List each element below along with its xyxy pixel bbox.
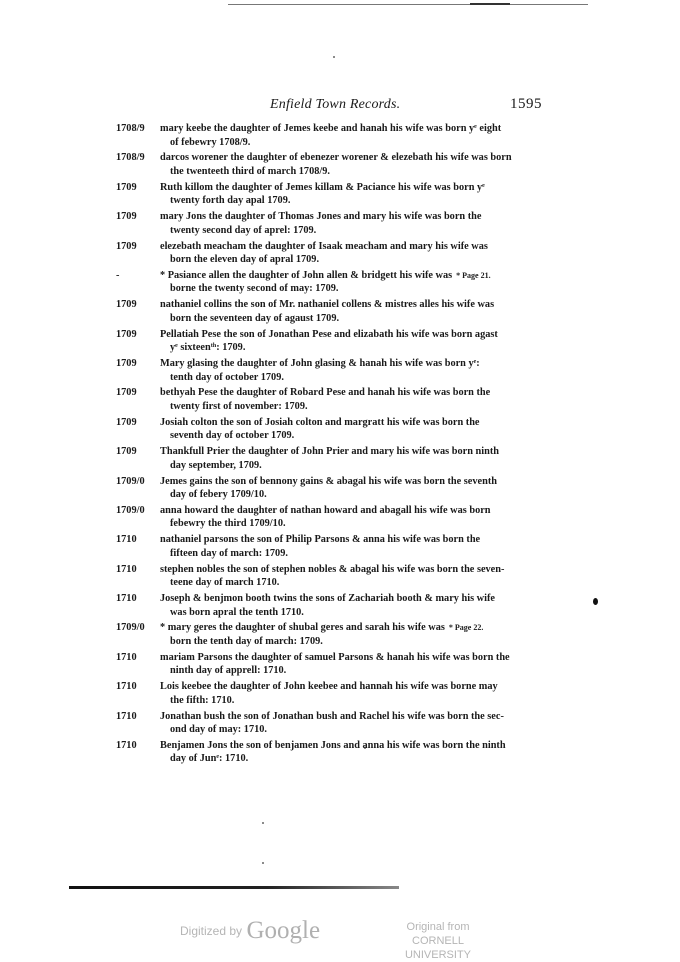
original-from-watermark: [378, 920, 498, 962]
record-entry: [116, 269, 542, 296]
record-year: 1709: [116, 211, 137, 223]
record-year: 1709: [116, 181, 137, 193]
scan-edge-mark: [470, 3, 510, 7]
record-line: darcos worener the daughter of ebenezer worener & elezebath his wife was born: [160, 152, 512, 164]
record-text: [116, 445, 542, 472]
record-line-continued: day of febery 1709/10.: [170, 489, 267, 501]
record-text: [116, 651, 542, 678]
record-year: 1710: [116, 681, 137, 693]
record-line-continued: twenty first of november: 1709.: [170, 400, 308, 412]
record-line: nathaniel collins the son of Mr. nathaniel collens & mistres alles his wife was: [160, 299, 495, 311]
record-text: [116, 240, 542, 267]
record-line-continued: teene day of march 1710.: [170, 577, 280, 589]
record-line: nathaniel parsons the son of Philip Parsons & anna his wife was born the: [160, 534, 481, 546]
record-year: 1710: [116, 534, 137, 546]
record-line: Lois keebee the daughter of John keebee and hannah his wife was borne may: [160, 681, 498, 693]
record-entry: [116, 680, 542, 707]
record-line-continued: twenty second day of aprel: 1709.: [170, 224, 317, 236]
record-line: Pellatiah Pese the son of Jonathan Pese and elizabath his wife was born agast: [160, 328, 498, 340]
record-line: bethyah Pese the daughter of Robard Pese and hanah his wife was born the: [160, 387, 491, 399]
record-line-continued: was born apral the tenth 1710.: [170, 606, 304, 618]
record-text: [116, 621, 542, 648]
record-year: 1709: [116, 387, 137, 399]
record-year: 1710: [116, 563, 137, 575]
record-line-continued: ninth day of apprell: 1710.: [170, 665, 287, 677]
record-year: 1709: [116, 358, 137, 369]
record-line-continued: born the tenth day of march: 1709.: [170, 635, 323, 647]
record-text: [116, 328, 542, 355]
original-from-label: Original from: [406, 921, 470, 933]
record-year: 1710: [116, 710, 137, 722]
page-number: 1595: [510, 96, 542, 112]
birth-records-list: [116, 122, 542, 768]
record-entry: [116, 504, 542, 531]
record-text: [116, 122, 542, 149]
record-entry: [116, 592, 542, 619]
record-year: 1709/0: [116, 622, 145, 634]
record-line-continued: born the seventeen day of agaust 1709.: [170, 312, 340, 324]
record-entry: [116, 181, 542, 208]
record-entry: [116, 328, 542, 355]
google-logo: Google: [246, 917, 321, 944]
record-text: [116, 151, 542, 178]
page-reference-note: * Page 21.: [456, 270, 491, 280]
record-text: [116, 416, 542, 443]
record-line: mary keebe the daughter of Jemes keebe and hanah his wife was born yᵉ eight: [160, 123, 502, 134]
record-line: Jemes gains the son of bennony gains & abagal his wife was born the seventh: [160, 475, 497, 487]
record-entry: [116, 563, 542, 590]
record-entry: [116, 739, 542, 766]
record-entry: [116, 240, 542, 267]
record-line-continued: the fifth: 1710.: [170, 694, 235, 706]
institution-name: CORNELL UNIVERSITY: [404, 935, 471, 961]
scan-edge-line: [228, 4, 588, 7]
record-line: Thankfull Prier the daughter of John Prier and mary his wife was born ninth: [160, 446, 499, 458]
record-entry: [116, 386, 542, 413]
record-line-continued: ond day of may: 1710.: [170, 724, 267, 736]
record-line-continued: fifteen day of march: 1709.: [170, 547, 288, 559]
record-entry: [116, 416, 542, 443]
record-year: 1709/0: [116, 504, 145, 516]
digitized-by-watermark: [180, 917, 320, 945]
record-line-continued: febewry the third 1709/10.: [170, 518, 286, 530]
record-year: 1708/9: [116, 152, 145, 164]
record-entry: [116, 151, 542, 178]
record-year: 1709: [116, 416, 137, 428]
record-year: 1709/0: [116, 475, 145, 487]
record-entry: [116, 445, 542, 472]
record-text: [116, 504, 542, 531]
scan-bottom-edge: [69, 886, 399, 889]
record-line: * mary geres the daughter of shubal geres and sarah his wife was: [160, 622, 445, 634]
page-reference-note: * Page 22.: [448, 623, 484, 633]
record-text: [116, 269, 542, 296]
record-line: mary Jons the daughter of Thomas Jones and mary his wife was born the: [160, 211, 482, 223]
record-year: 1709: [116, 446, 137, 458]
record-line-continued: borne the twenty second of may: 1709.: [170, 283, 339, 295]
record-line-continued: twenty forth day apal 1709.: [170, 195, 291, 207]
record-line: anna howard the daughter of nathan howard and abagall his wife was born: [160, 504, 491, 516]
scan-speck: [262, 862, 264, 864]
record-line-continued: yᵉ sixteenᵗʰ: 1709.: [170, 342, 246, 354]
digitized-by-label: Digitized by: [180, 924, 243, 938]
page-title: Enfield Town Records.: [270, 97, 401, 112]
record-year: 1710: [116, 739, 137, 751]
record-year: 1709: [116, 240, 137, 252]
record-entry: [116, 651, 542, 678]
record-line: stephen nobles the son of stephen nobles & abagal his wife was born the seven-: [160, 563, 505, 575]
record-line: Benjamen Jons the son of benjamen Jons and anna his wife was born the ninth: [160, 739, 506, 751]
record-year: -: [116, 269, 120, 281]
record-entry: [116, 298, 542, 325]
margin-ink-mark: [593, 598, 598, 605]
record-text: [116, 533, 542, 560]
record-year: 1708/9: [116, 123, 145, 134]
record-text: [116, 298, 542, 325]
record-line: Jonathan bush the son of Jonathan bush and Rachel his wife was born the sec-: [160, 710, 504, 722]
record-entry: [116, 210, 542, 237]
record-line: Mary glasing the daughter of John glasing & hanah his wife was born yᵉ:: [160, 358, 480, 369]
record-text: [116, 386, 542, 413]
record-line-continued: tenth day of october 1709.: [170, 371, 284, 383]
record-year: 1710: [116, 651, 137, 663]
record-text: [116, 181, 542, 208]
record-year: 1710: [116, 593, 137, 604]
record-line: Joseph & benjmon booth twins the sons of Zachariah booth & mary his wife: [160, 593, 495, 604]
record-text: [116, 710, 542, 737]
record-entry: [116, 357, 542, 384]
record-line: * Pasiance allen the daughter of John allen & bridgett his wife was: [160, 269, 453, 281]
record-line: elezebath meacham the daughter of Isaak meacham and mary his wife was: [160, 240, 488, 252]
record-text: [116, 739, 542, 766]
record-text: [116, 563, 542, 590]
record-line: Josiah colton the son of Josiah colton and margratt his wife was born the: [160, 416, 480, 428]
record-entry: [116, 533, 542, 560]
record-entry: [116, 621, 542, 648]
record-line-continued: seventh day of october 1709.: [170, 430, 295, 442]
record-line-continued: of febewry 1708/9.: [170, 136, 251, 148]
record-text: [116, 357, 542, 384]
record-entry: [116, 710, 542, 737]
record-text: [116, 592, 542, 619]
record-line-continued: day september, 1709.: [170, 459, 262, 471]
record-line-continued: the twenteeth third of march 1708/9.: [170, 165, 330, 177]
record-line-continued: day of Junᵉ: 1710.: [170, 753, 249, 765]
record-line-continued: born the eleven day of apral 1709.: [170, 254, 320, 266]
record-entry: [116, 475, 542, 502]
scan-speck: [333, 56, 335, 58]
record-text: [116, 680, 542, 707]
record-year: 1709: [116, 328, 137, 340]
record-line: Ruth killom the daughter of Jemes killam & Paciance his wife was born yᵉ: [160, 181, 485, 193]
scan-speck: [262, 822, 264, 824]
record-text: [116, 210, 542, 237]
record-year: 1709: [116, 299, 137, 311]
page-header: [130, 97, 542, 117]
record-line: mariam Parsons the daughter of samuel Parsons & hanah his wife was born the: [160, 651, 510, 663]
record-entry: [116, 122, 542, 149]
record-text: [116, 475, 542, 502]
